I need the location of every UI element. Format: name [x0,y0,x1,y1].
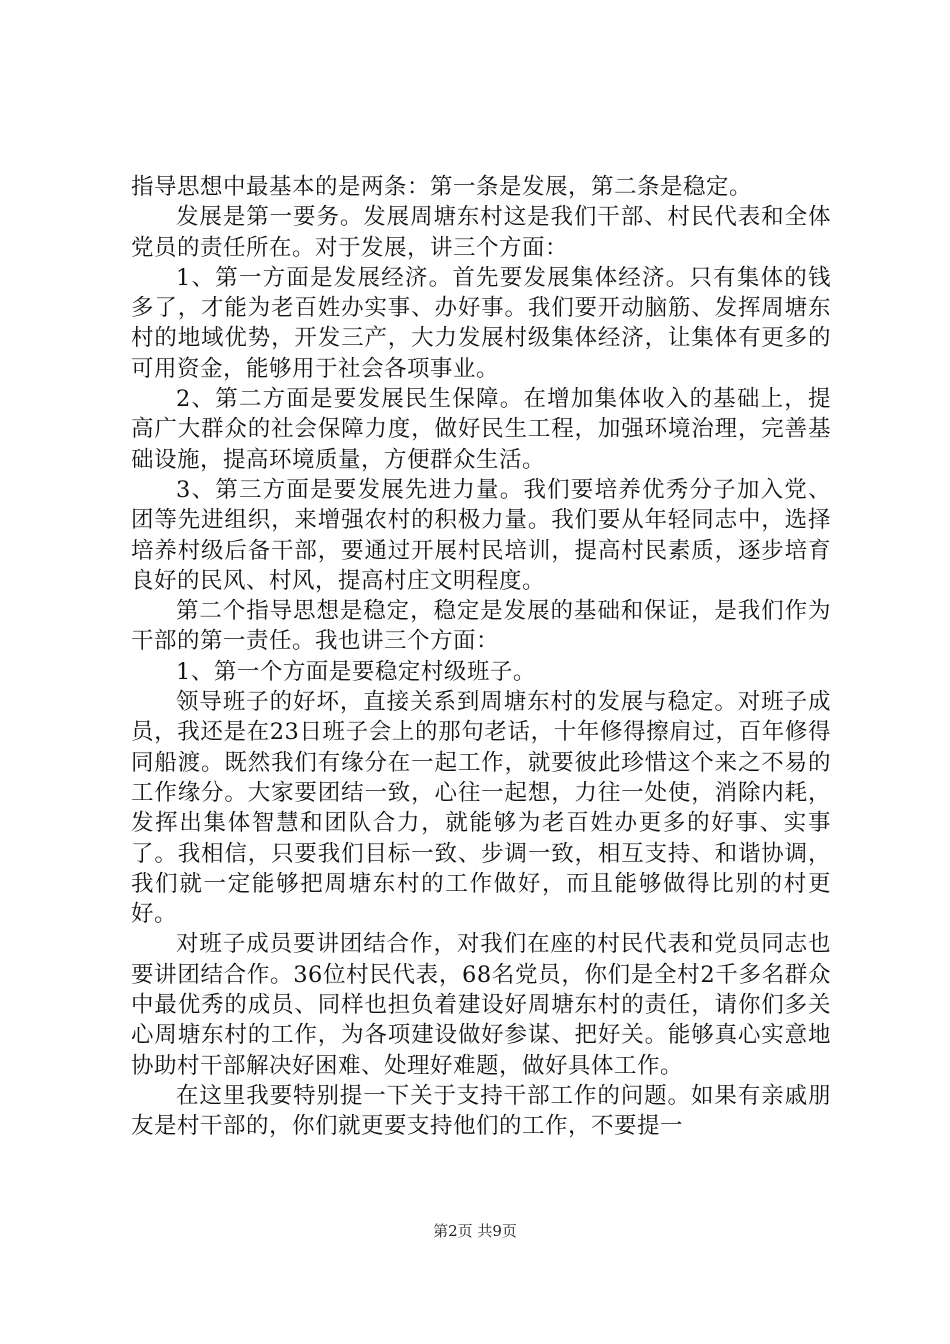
paragraph-8: 领导班子的好坏，直接关系到周塘东村的发展与稳定。对班子成员，我还是在23日班子会上的那句老话，十年修得擦肩过，百年修得同船渡。既然我们有缘分在一起工作，就要彼此珍惜这个来之不易的工作缘分。大家要团结一致，心往一起想，力往一处使，消除内耗，发挥出集体智慧和团队合力，就能够为老百姓办更多的好事、实事了。我相信，只要我们目标一致、步调一致，相互支持、和谐协调，我们就一定能够把周塘东村的工作做好，而且能够做得比别的村更好。 [131,689,831,928]
document-body [131,172,831,1142]
page-footer: 第2页 共9页 [433,1222,517,1240]
paragraph-4: 2、第二方面是要发展民生保障。在增加集体收入的基础上，提高广大群众的社会保障力度，做好民生工程，加强环境治理，完善基础设施，提高环境质量，方便群众生活。 [131,386,831,473]
paragraph-3: 1、第一方面是发展经济。首先要发展集体经济。只有集体的钱多了，才能为老百姓办实事、办好事。我们要开动脑筋、发挥周塘东村的地域优势，开发三产，大力发展村级集体经济，让集体有更多的可用资金，能够用于社会各项事业。 [131,264,831,382]
paragraph-7: 1、第一个方面是要稳定村级班子。 [176,658,536,685]
paragraph-2: 发展是第一要务。发展周塘东村这是我们干部、村民代表和全体党员的责任所在。对于发展，讲三个方面： [131,204,831,261]
paragraph-6: 第二个指导思想是稳定，稳定是发展的基础和保证，是我们作为干部的第一责任。我也讲三个方面： [131,598,831,655]
paragraph-5: 3、第三方面是要发展先进力量。我们要培养优秀分子加入党、团等先进组织，来增强农村的积极力量。我们要从年轻同志中，选择培养村级后备干部，要通过开展村民培训，提高村民素质，逐步培育良好的民风、村风，提高村庄文明程度。 [131,476,831,594]
paragraph-10: 在这里我要特别提一下关于支持干部工作的问题。如果有亲戚朋友是村干部的，你们就更要支持他们的工作，不要提一 [131,1082,831,1140]
paragraph-1: 指导思想中最基本的是两条：第一条是发展，第二条是稳定。 [131,174,753,200]
paragraph-9: 对班子成员要讲团结合作，对我们在座的村民代表和党员同志也要讲团结合作。36位村民代表，68名党员，你们是全村2千多名群众中最优秀的成员、同样也担负着建设好周塘东村的责任，请你们多关心周塘东村的工作，为各项建设做好参谋、把好关。能够真心实意地协助村干部解决好困难、处理好难题，做好具体工作。 [131,931,831,1079]
